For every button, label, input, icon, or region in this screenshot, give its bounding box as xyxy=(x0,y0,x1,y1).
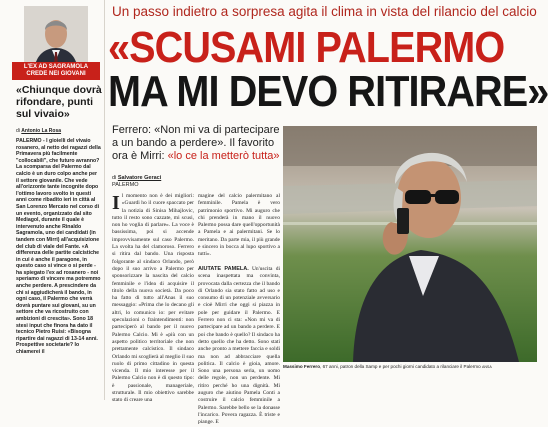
sidebar-byline xyxy=(16,128,61,134)
kicker: Un passo indietro a sorpresa agita il clima in vista del rilancio del calcio xyxy=(112,4,537,19)
article-column-2 xyxy=(198,193,280,426)
badge-line-2: CREDE NEI GIOVANI xyxy=(26,71,86,77)
photo-caption xyxy=(283,364,537,370)
caption-name: Massimo Ferrero xyxy=(283,364,321,369)
article-column-1 xyxy=(112,192,194,404)
headline xyxy=(108,23,548,116)
caption-text: , 67 anni, patron della Samp e per pochi giorni candidato a rilanciare il Palermo xyxy=(320,364,481,369)
article-column-2-text-b: Un'uscita di scena inaspettata ma convinta, provocata dalla certezza che il bando di Orlando sia stato fatto ad uso e consumo di un potenziale avversario e cioè Mirri che oggi si piazza in pole per guidare il Palermo. E Ferrero non ci sta: «Non mi va di partecipare ad un bando a perdere. E poi che bando è quello? Il sindaco ha detto quello che ha detto. Sono stati anche pronto a mettere faccia e soldi ma non ad abbracciare quella politica. Il calcio è gioia, amore. Sono una persona seria, un uomo delle regole, non un perdente. Mi ritiro perché ho una dignità. Mi auguro che aiutino Pamela Conti a costruire il calcio femminile a Palermo. Sarebbe bello se la donasse l'incarico. Povera ragazza. È triste e piange. E xyxy=(198,265,280,426)
section-head: AIUTATE PAMELA. xyxy=(198,265,249,272)
section-badge xyxy=(12,62,100,80)
article-column-2-text-a: magine del calcio palermitano al femminile. Pamela è vero patrimonio sportivo. Mi auguro che chi prenderà in mano il nuovo Palermo possa dare quell'opportunità a Pamela e ai palermitani. Se lo meritano. Da parte mia, il più grande e sincero in bocca al lupo sportivo a tutti». xyxy=(198,193,280,258)
badge-line-1: L'EX AD SAGRAMOLA xyxy=(23,64,89,70)
article-byline-prefix: di xyxy=(112,175,117,181)
sagramola-portrait xyxy=(24,6,88,70)
article-column-1-text: l momento non è dei migliori: «Guardi ho il cuore spaccato per la notizia di Sinisa Mihajlovic, tutto il resto sono cazzate, mi scusi, non ho voglia di parlare». La voce è bassissima, poi si accende improvvisamente sul caso Palermo. La svolta ha del clamoroso. Ferrero si ritira dal bando. Una risposta folgorante al sindaco Orlando, però dopo il suo arrivo a Palermo per sponsorizzare la nascita del calcio femminile e l'idea di acquisire il titolo della nuova società. Da poco ha fatto di tutto all'Anas il suo messaggio: «Prima che lo decano gli altri, lo comunico io: per evitare speculazioni o fraintendimenti: non parteciperò al bando per il nuovo Palermo Calcio. Mi è «più con un aspetto politico territoriale che non prettamente calcistico. Il sindaco Orlando mi scoglierà al meglio il suo ruolo di primo cittadino in questa vicenda. Il mio interesse per il Palermo Calcio non è di questo tipo: è passionale, manageriale, strutturale. Il mio obiettivo sarebbe stato di creare una xyxy=(112,193,194,404)
article-dateline: PALERMO xyxy=(112,182,139,188)
byline-author: Antonio La Rosa xyxy=(21,128,62,134)
drop-cap: I xyxy=(112,192,120,214)
sidebar-headline: «Chiunque dovrà rifondare, punti sul vivaio» xyxy=(16,84,102,120)
caption-credit: ANSA xyxy=(481,365,492,369)
subheadline-quote: «lo ce la metterò tutta» xyxy=(167,150,280,162)
subheadline-main: Ferrero: «Non mi va di partecipare a un bando a perdere». Il favorito ora è Mirri: xyxy=(112,124,280,162)
article-byline xyxy=(112,175,161,189)
headline-line-1: «SCUSAMI PALERMO xyxy=(108,23,505,72)
article-byline-author: Salvatore Geraci xyxy=(117,175,162,181)
ferrero-photo xyxy=(283,126,537,362)
byline-prefix: di xyxy=(16,128,20,134)
column-divider xyxy=(104,0,105,400)
headline-line-2: MA MI DEVO RITIRARE» xyxy=(108,67,548,116)
sidebar-column xyxy=(0,0,104,400)
sidebar-body-text: PALERMO - I gioielli del vivaio rosanero, al netto dei ragazzi della Primavera più facilmente "collocabili", che futuro avranno? La scomparsa del Palermo dal calcio è un duro colpo anche per il settore giovanile. Che vede all'orizzonte tante incognite dopo l'ottimo lavoro svolto in questi anni come ribadito ieri in città al San Lorenzo Mercato nel corso di un evento, organizzato dal sito Mediagol, durante il quale è intervenuto anche Rinaldo Sagramola, uno dei candidati (in tandem con Mirri) all'acquisizione del club di viale del Fante. «A differenza delle partite calcistiche in cui è anche il paragone, in questo caso si vince o si perde - ha spiegato l'ex ad rosanero - noi speriamo di vincere ma potremmo anche perdere. A prescindere da chi si aggiudicherà il bando, in ogni caso, il Palermo che verrà dovrà puntare sui giovani, su un settore che va ricostruito con ambizioni di crescita». Sono 18 stesi input che finora ha dato il tecnico Pietro Ruisi: «Bisogna ripartire dai ragazzi di 13-14 anni. Prospettive societarie? Io chiamerei il xyxy=(16,138,101,355)
subheadline xyxy=(112,124,282,163)
